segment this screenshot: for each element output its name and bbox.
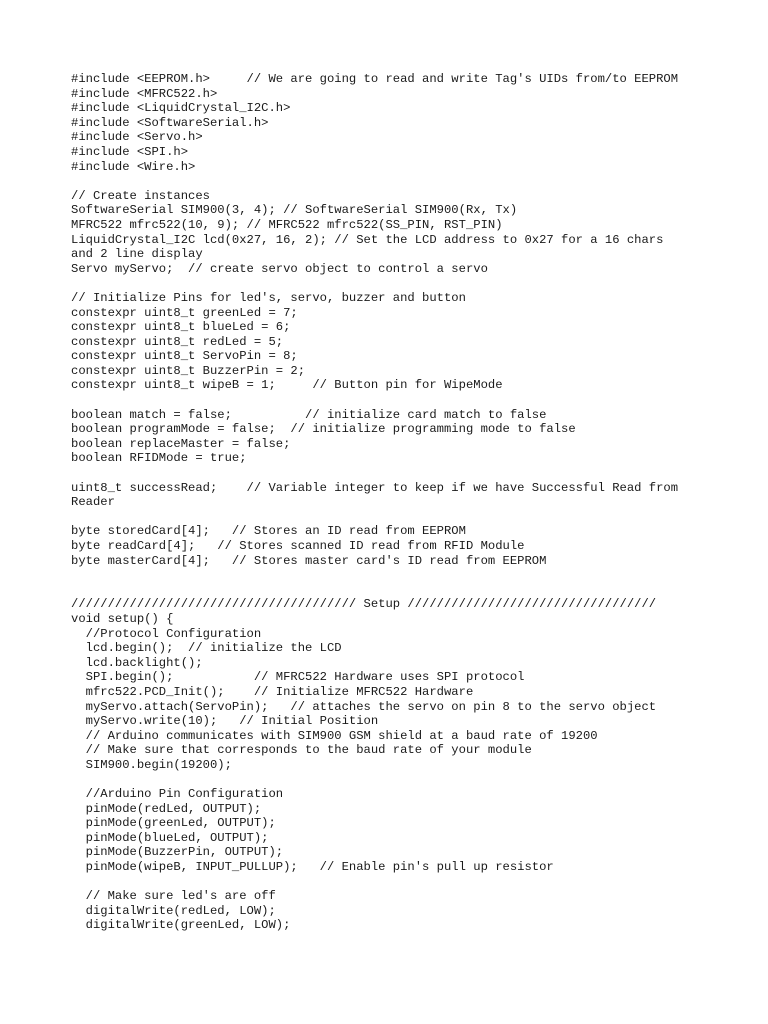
- code-line: boolean replaceMaster = false;: [71, 436, 291, 451]
- code-line: #include <Servo.h>: [71, 130, 203, 145]
- code-line: mfrc522.PCD_Init(); // Initialize MFRC522 Hardware: [71, 684, 474, 699]
- code-line: [71, 174, 711, 189]
- code-line: constexpr uint8_t ServoPin = 8;: [71, 349, 298, 364]
- code-line: byte readCard[4]; // Stores scanned ID read from RFID Module: [71, 539, 525, 553]
- code-line: MFRC522 mfrc522(10, 9); // MFRC522 mfrc522(SS_PIN, RST_PIN): [71, 217, 503, 232]
- code-line: //Protocol Configuration: [71, 626, 262, 641]
- code-line: constexpr uint8_t wipeB = 1; // Button pin for WipeMode: [71, 378, 503, 393]
- code-line: [71, 583, 711, 598]
- code-line: myServo.write(10); // Initial Position: [71, 714, 379, 729]
- code-line: #include <EEPROM.h> // We are going to read and write Tag's UIDs from/to EEPROM: [71, 72, 679, 86]
- code-line: #include <Wire.h>: [71, 159, 196, 174]
- code-line: byte storedCard[4]; // Stores an ID read from EEPROM: [71, 524, 466, 539]
- code-line: // Create instances: [71, 188, 210, 203]
- code-line: #include <LiquidCrystal_I2C.h>: [71, 101, 291, 116]
- code-line: boolean match = false; // initialize card match to false: [71, 407, 547, 422]
- code-line: void setup() {: [71, 611, 174, 626]
- code-line: #include <SoftwareSerial.h>: [71, 115, 269, 130]
- code-line: [71, 568, 711, 583]
- code-line: SIM900.begin(19200);: [71, 757, 232, 772]
- code-line: // Make sure led's are off: [71, 889, 276, 904]
- code-line: pinMode(BuzzerPin, OUTPUT);: [71, 845, 284, 860]
- code-line: pinMode(blueLed, OUTPUT);: [71, 830, 269, 845]
- code-line: [71, 875, 711, 890]
- code-line: Servo myServo; // create servo object to control a servo: [71, 261, 488, 276]
- code-line: pinMode(greenLed, OUTPUT);: [71, 816, 276, 831]
- code-line: [71, 276, 711, 291]
- code-line: // Initialize Pins for led's, servo, buzzer and button: [71, 290, 466, 305]
- code-line: [71, 510, 711, 525]
- code-line: #include <MFRC522.h>: [71, 86, 218, 101]
- code-line: constexpr uint8_t blueLed = 6;: [71, 320, 291, 335]
- code-listing: [71, 72, 711, 933]
- code-line: boolean RFIDMode = true;: [71, 451, 247, 466]
- code-line: /////////////////////////////////////// Setup //////////////////////////////////: [71, 597, 657, 612]
- code-line: lcd.begin(); // initialize the LCD: [71, 641, 342, 656]
- code-line: pinMode(wipeB, INPUT_PULLUP); // Enable pin's pull up resistor: [71, 860, 554, 875]
- code-line: [71, 393, 711, 408]
- code-line: lcd.backlight();: [71, 655, 203, 670]
- code-line: constexpr uint8_t greenLed = 7;: [71, 305, 298, 320]
- code-line: byte masterCard[4]; // Stores master card's ID read from EEPROM: [71, 553, 547, 568]
- code-line: // Make sure that corresponds to the baud rate of your module: [71, 743, 532, 758]
- code-line: SoftwareSerial SIM900(3, 4); // SoftwareSerial SIM900(Rx, Tx): [71, 203, 518, 218]
- code-line: [71, 466, 711, 481]
- code-line: #include <SPI.h>: [71, 144, 189, 159]
- code-line: uint8_t successRead; // Variable integer to keep if we have Successful Read from: [71, 480, 679, 495]
- code-line: digitalWrite(greenLed, LOW);: [71, 918, 291, 933]
- code-line: Reader: [71, 495, 115, 510]
- code-line: SPI.begin(); // MFRC522 Hardware uses SPI protocol: [71, 670, 525, 685]
- code-line: digitalWrite(redLed, LOW);: [71, 903, 276, 918]
- code-line: myServo.attach(ServoPin); // attaches the servo on pin 8 to the servo object: [71, 699, 657, 714]
- code-line: [71, 773, 711, 788]
- code-line: boolean programMode = false; // initialize programming mode to false: [71, 422, 576, 437]
- code-line: // Arduino communicates with SIM900 GSM shield at a baud rate of 19200: [71, 728, 598, 743]
- code-line: pinMode(redLed, OUTPUT);: [71, 801, 262, 816]
- code-line: constexpr uint8_t BuzzerPin = 2;: [71, 363, 306, 378]
- code-line: LiquidCrystal_I2C lcd(0x27, 16, 2); // Set the LCD address to 0x27 for a 16 chars: [71, 232, 664, 247]
- code-line: //Arduino Pin Configuration: [71, 787, 284, 802]
- code-line: constexpr uint8_t redLed = 5;: [71, 334, 284, 349]
- code-line: and 2 line display: [71, 247, 203, 262]
